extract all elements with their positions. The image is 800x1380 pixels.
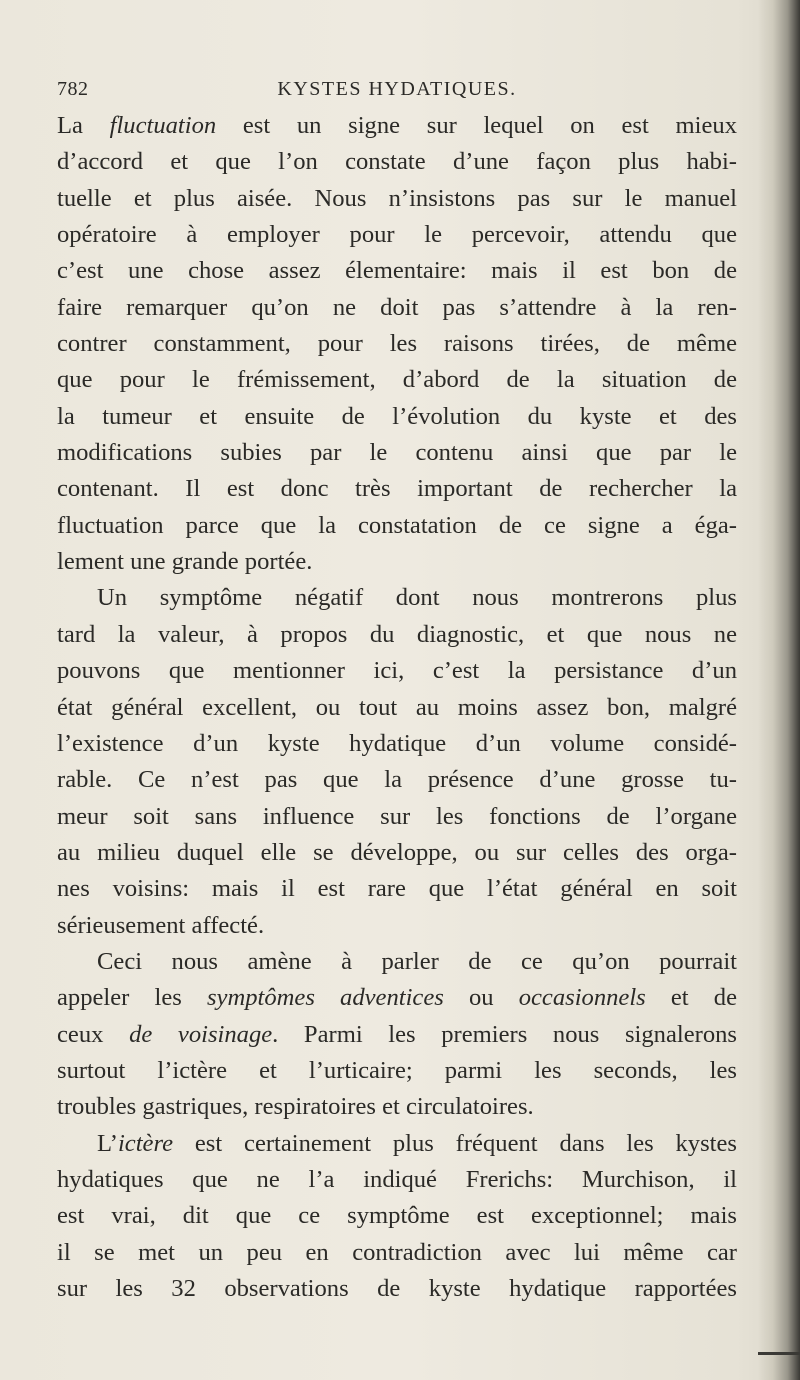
edge-shadow-line xyxy=(758,1352,800,1355)
text-line xyxy=(57,1162,737,1198)
text-line xyxy=(57,690,737,726)
text-segment: L’ xyxy=(97,1129,118,1157)
text-line xyxy=(57,871,737,907)
italic-term: symptômes adventices xyxy=(206,984,444,1012)
text-segment: l’existence d’un kyste hydatique d’un volume considé- xyxy=(57,729,737,757)
page-edge-shadow xyxy=(758,0,800,1380)
text-segment: pouvons que mentionner ici, c’est la persistance d’un xyxy=(57,657,737,685)
page-number: 782 xyxy=(57,78,89,100)
text-line xyxy=(57,144,737,180)
page-header xyxy=(57,78,737,108)
text-line xyxy=(57,617,737,653)
text-line xyxy=(57,253,737,289)
text-line xyxy=(57,508,737,544)
text-line xyxy=(57,290,737,326)
text-line xyxy=(57,1235,737,1271)
text-segment: au milieu duquel elle se développe, ou sur celles des orga- xyxy=(57,838,737,866)
text-segment: tuelle et plus aisée. Nous n’insistons pas sur le manuel xyxy=(57,184,737,212)
text-segment: et de xyxy=(645,984,737,1012)
text-line xyxy=(57,762,737,798)
italic-term: fluctuation xyxy=(109,112,217,139)
text-segment: sur les 32 observations de kyste hydatique rapportées xyxy=(57,1275,737,1302)
text-segment: rable. Ce n’est pas que la présence d’une grosse tu- xyxy=(57,766,737,794)
text-segment: modifications subies par le contenu ainsi que par le xyxy=(57,439,737,467)
text-segment: ou xyxy=(443,984,519,1012)
text-line xyxy=(57,544,737,580)
text-segment: est certainement plus fréquent dans les kystes xyxy=(173,1129,737,1157)
text-line xyxy=(57,217,737,253)
text-line xyxy=(57,1271,737,1307)
text-segment: est vrai, dit que ce symptôme est exceptionnel; mais xyxy=(57,1202,737,1230)
text-segment: que pour le frémissement, d’abord de la situation de xyxy=(57,366,737,394)
text-segment: contenant. Il est donc très important de rechercher la xyxy=(57,475,737,503)
italic-term: de voisinage xyxy=(129,1020,273,1048)
text-line xyxy=(57,399,737,435)
text-segment: troubles gastriques, respiratoires et circulatoires. xyxy=(57,1093,534,1121)
text-line xyxy=(57,799,737,835)
text-line xyxy=(57,944,737,980)
italic-term: ictère xyxy=(117,1129,174,1157)
text-line xyxy=(57,181,737,217)
text-line xyxy=(57,908,737,944)
text-segment: meur soit sans influence sur les fonctions de l’organe xyxy=(57,802,737,830)
text-segment: sérieusement affecté. xyxy=(57,911,265,939)
text-segment: d’accord et que l’on constate d’une façon plus habi- xyxy=(57,148,737,176)
text-segment: hydatiques que ne l’a indiqué Frerichs: Murchison, il xyxy=(57,1165,737,1193)
text-segment: contrer constamment, pour les raisons tirées, de même xyxy=(57,330,737,358)
text-segment: opératoire à employer pour le percevoir, attendu que xyxy=(57,221,737,249)
text-segment: lement une grande portée. xyxy=(57,548,313,576)
text-segment: nes voisins: mais il est rare que l’état général en soit xyxy=(57,875,737,903)
text-segment: la tumeur et ensuite de l’évolution du kyste et des xyxy=(57,402,737,430)
running-head: KYSTES HYDATIQUES. xyxy=(277,78,517,100)
text-line xyxy=(57,435,737,471)
text-segment: Ceci nous amène à parler de ce qu’on pourrait xyxy=(97,947,737,975)
text-segment: est un signe sur lequel on est mieux xyxy=(216,112,737,139)
text-segment: surtout l’ictère et l’urticaire; parmi les seconds, les xyxy=(57,1056,737,1084)
text-line xyxy=(57,1017,737,1053)
text-segment: faire remarquer qu’on ne doit pas s’attendre à la ren- xyxy=(57,293,737,321)
text-segment: . Parmi les premiers nous signalerons xyxy=(272,1020,737,1048)
italic-term: occasionnels xyxy=(518,984,646,1012)
text-line xyxy=(57,362,737,398)
text-line xyxy=(57,1198,737,1234)
text-line xyxy=(57,726,737,762)
text-line xyxy=(57,1126,737,1162)
text-line xyxy=(57,471,737,507)
text-line xyxy=(57,1053,737,1089)
body-text xyxy=(57,108,737,1307)
text-line xyxy=(57,108,737,144)
text-line xyxy=(57,980,737,1016)
text-segment: c’est une chose assez élementaire: mais il est bon de xyxy=(57,257,737,285)
text-line xyxy=(57,653,737,689)
text-segment: il se met un peu en contradiction avec lui même car xyxy=(57,1238,737,1266)
text-line xyxy=(57,1089,737,1125)
text-line xyxy=(57,580,737,616)
text-line xyxy=(57,835,737,871)
text-line xyxy=(57,326,737,362)
text-segment: La xyxy=(57,112,110,139)
text-segment: fluctuation parce que la constatation de ce signe a éga- xyxy=(57,511,737,539)
text-segment: ceux xyxy=(57,1020,130,1048)
text-segment: Un symptôme négatif dont nous montrerons plus xyxy=(97,584,737,612)
text-segment: appeler les xyxy=(57,984,207,1012)
text-segment: tard la valeur, à propos du diagnostic, et que nous ne xyxy=(57,620,737,648)
text-segment: état général excellent, ou tout au moins assez bon, malgré xyxy=(57,693,737,721)
